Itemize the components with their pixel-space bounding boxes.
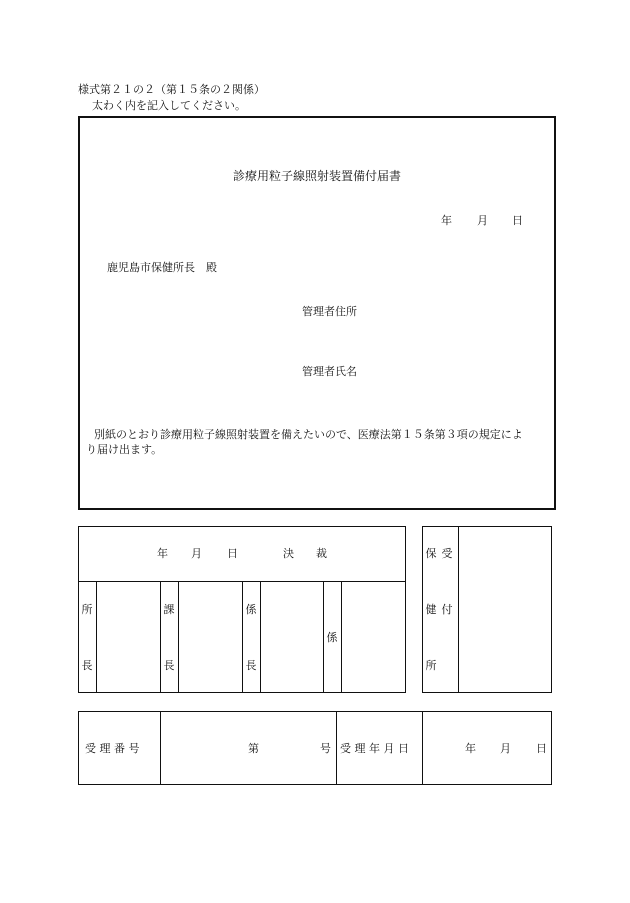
stamp-char-tsuke: 付	[441, 603, 453, 616]
receipt-number-label: 受 理 番 号	[85, 742, 140, 755]
divider	[341, 581, 342, 693]
body-text-line-1: 別紙のとおり診療用粒子線照射装置を備えたいので、医療法第１５条第３項の規定によ	[94, 428, 523, 441]
divider	[178, 581, 179, 693]
stamp-char-sho: 所	[425, 659, 437, 672]
receipt-info-table	[78, 711, 552, 785]
divider	[323, 581, 324, 693]
stamp-char-ho: 保	[425, 547, 437, 560]
addressee: 鹿児島市保健所長 殿	[107, 261, 217, 274]
divider	[458, 526, 459, 693]
receipt-date-month: 月	[500, 742, 511, 755]
stamp-char-uke: 受	[441, 547, 453, 560]
divider	[336, 711, 337, 785]
divider	[422, 711, 423, 785]
section-chief-top-char: 課	[163, 603, 175, 616]
divider	[96, 581, 97, 693]
receipt-date-day: 日	[536, 742, 547, 755]
divider	[242, 581, 243, 693]
divider	[260, 581, 261, 693]
receipt-date-label: 受 理 年 月 日	[340, 742, 409, 755]
receipt-date-year: 年	[465, 742, 476, 755]
manager-address-label: 管理者住所	[302, 305, 357, 318]
approval-date-year: 年	[157, 547, 168, 560]
divider	[160, 581, 161, 693]
unit-chief-bottom-char: 長	[245, 659, 257, 672]
date-month-label: 月	[477, 214, 488, 227]
approval-date-month: 月	[191, 547, 202, 560]
director-top-char: 所	[81, 603, 93, 616]
divider	[160, 711, 161, 785]
form-title: 診療用粒子線照射装置備付届書	[233, 169, 402, 183]
receipt-go: 号	[320, 742, 331, 755]
date-year-label: 年	[441, 214, 452, 227]
approval-date-day: 日	[227, 547, 238, 560]
form-number: 様式第２１の２（第１５条の２関係）	[78, 83, 265, 96]
receipt-dai: 第	[248, 742, 259, 755]
stamp-char-ken: 健	[425, 603, 437, 616]
decision-label: 決 裁	[283, 547, 327, 560]
date-day-label: 日	[512, 214, 523, 227]
unit-chief-top-char: 係	[245, 603, 257, 616]
section-chief-bottom-char: 長	[163, 659, 175, 672]
director-bottom-char: 長	[81, 659, 93, 672]
body-text-line-2: り届け出ます。	[86, 443, 163, 456]
instruction-text: 太わく内を記入してください。	[92, 99, 246, 112]
manager-name-label: 管理者氏名	[302, 365, 357, 378]
staff-char: 係	[326, 631, 338, 644]
